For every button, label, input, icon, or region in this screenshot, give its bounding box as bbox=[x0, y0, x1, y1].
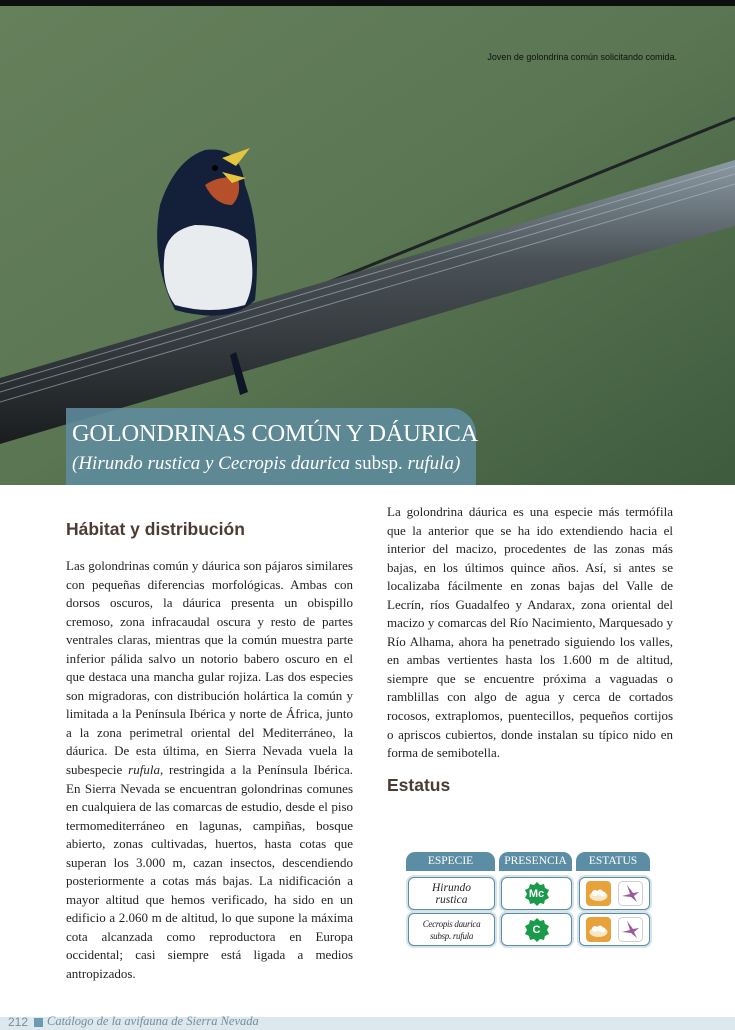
scientific-name-subtitle bbox=[72, 453, 460, 475]
subspecies-label: subsp. bbox=[354, 453, 403, 474]
scientific-names: (Hirundo rustica y Cecropis daurica bbox=[72, 453, 350, 474]
presence-badge-icon bbox=[524, 881, 550, 907]
header-especie: ESPECIE bbox=[406, 852, 495, 871]
habitat-text-part2: , restringida a la Península Ibérica. En Sierra Nevada se encuentran golondrinas comunes en cualquiera de las comarcas de estudio, desde el piso termomediterráneo en lagunas, campiñas, bosque abierto, zonas cultivadas, huertos, hasta cotas que superan los 3.000 m, cazan insectos, descendiendo posteriormente a cotas más bajas. La nidificación a mayor altitud que hemos verificado, ha sido en un edificio a 2.060 m de altitud, lo que supone la máxima cota alcanzada como reproductora en Europa occidental; casi siempre está ligada a medios antropizados. bbox=[66, 762, 353, 982]
subspecies-name: rufula) bbox=[407, 453, 461, 474]
presence-code: Mc bbox=[528, 887, 545, 900]
species-line2: rustica bbox=[435, 893, 468, 906]
nest-icon bbox=[586, 917, 611, 942]
species-line1: Hirundo bbox=[432, 881, 471, 894]
species-cell-cecropis bbox=[408, 913, 495, 946]
page-footer bbox=[0, 1013, 735, 1030]
species-cell-hirundo bbox=[408, 877, 495, 910]
estatus-heading: Estatus bbox=[387, 775, 451, 795]
header-estatus: ESTATUS bbox=[576, 852, 650, 871]
footer-square-icon bbox=[34, 1018, 43, 1027]
bird-icon bbox=[618, 881, 643, 906]
presence-code: C bbox=[532, 923, 541, 936]
title-banner bbox=[66, 408, 476, 485]
habitat-text-left bbox=[66, 557, 353, 984]
habitat-text-part1: Las golondrinas común y dáurica son pájaros similares con pequeñas diferencias morfológicas. Ambas con dorsos oscuros, la dáurica presenta un obispillo cremoso, zona infracaudal oscura y resto de partes ventrales claras, mientras que la común muestra parte inferior pálida salvo un notorio babero oscuro en el que destaca una mancha gular rojiza. Las dos especies son migradoras, con distribución holártica la común y limitada a la Península Ibérica y norte de África, junto a la zona perimetral oriental del Mediterráneo, la dáurica. De esta última, en Sierra Nevada vuela la subespecie bbox=[66, 558, 353, 778]
species-line1: Cecropis daurica bbox=[422, 918, 481, 929]
species-line2: subsp. rufula bbox=[429, 930, 474, 941]
book-title: Catálogo de la avifauna de Sierra Nevada bbox=[47, 1014, 259, 1028]
status-cell-cecropis bbox=[579, 913, 650, 946]
status-cell-hirundo bbox=[579, 877, 650, 910]
nest-icon bbox=[586, 881, 611, 906]
bird-icon bbox=[618, 917, 643, 942]
page-number: 212 bbox=[8, 1015, 29, 1029]
presence-cell-cecropis bbox=[501, 913, 572, 946]
photo-caption: Joven de golondrina común solicitando comida. bbox=[487, 52, 677, 62]
habitat-text-right: La golondrina dáurica es una especie más termófila que la anterior que se ha ido extendiendo hacia el interior del macizo, procedentes de las zonas más bajas, en los últimos quince años. Así, si antes se localizaba fácilmente en zonas bajas del Valle de Lecrín, ríos Guadalfeo y Andarax, zona oriental del macizo y comarcas del Río Nacimiento, Marquesado y Río Alhama, ahora ha penetrado siguiendo los valles, en ambas vertientes hasta los 1.600 m de altitud, siempre que se encuentre próxima a vaguadas o ramblillas con algo de agua y cerca de cortados rocosos, extraplomos, puentecillos, pequeños cortijos o apriscos cubiertos, donde instalan su típico nido en forma de semibotella. bbox=[387, 504, 673, 761]
header-presencia: PRESENCIA bbox=[499, 852, 572, 871]
species-title: GOLONDRINAS COMÚN Y DÁURICA bbox=[72, 420, 478, 447]
presence-badge-icon bbox=[524, 917, 550, 943]
status-table bbox=[406, 852, 654, 952]
habitat-text-italic: rufula bbox=[128, 762, 160, 778]
habitat-heading: Hábitat y distribución bbox=[66, 519, 245, 539]
presence-cell-hirundo bbox=[501, 877, 572, 910]
